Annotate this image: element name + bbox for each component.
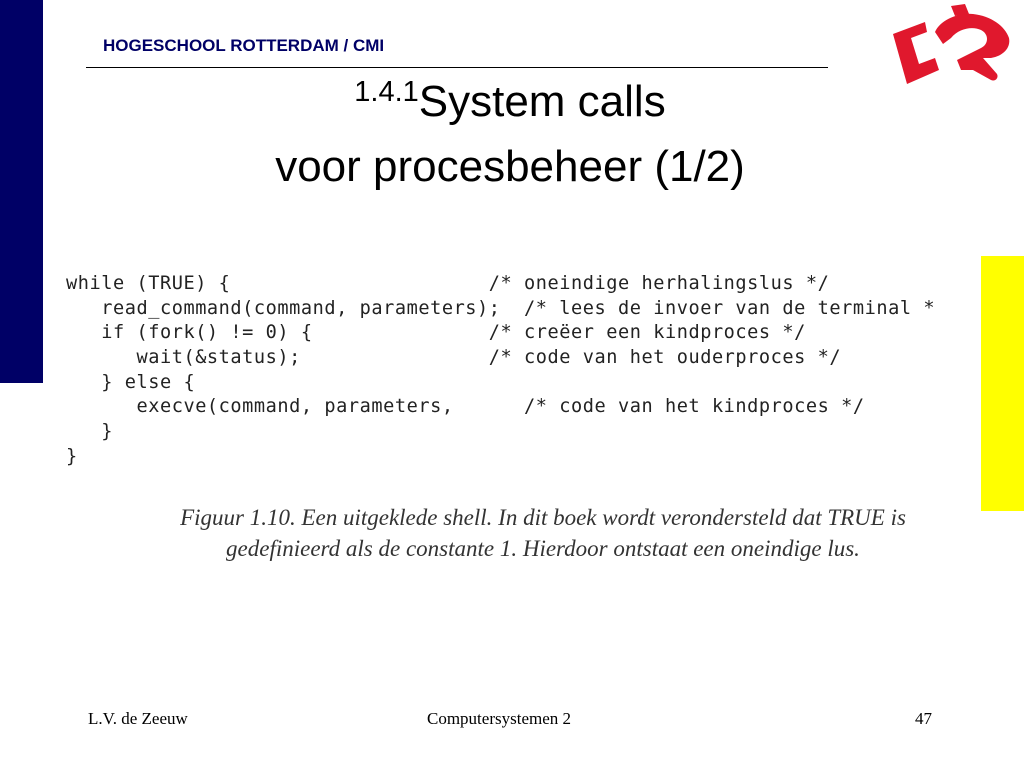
code-line: execve(command, parameters, /* code van het kindproces */: [66, 396, 865, 418]
code-line: }: [66, 445, 78, 467]
footer-course: Computersystemen 2: [427, 709, 572, 728]
code-line: wait(&status); /* code van het ouderproces */: [66, 347, 842, 369]
right-accent-bar: [981, 256, 1024, 511]
slide-title: [150, 72, 870, 197]
code-listing: [66, 272, 935, 470]
title-line-1: [150, 72, 870, 137]
caption-line-1: Figuur 1.10. Een uitgeklede shell. In dit boek wordt verondersteld dat TRUE is: [180, 505, 906, 530]
code-line: } else {: [66, 371, 196, 393]
caption-line-2: gedefinieerd als de constante 1. Hierdoor ontstaat een oneindige lus.: [226, 536, 860, 561]
left-accent-bar: [0, 0, 43, 383]
code-line: }: [66, 421, 113, 443]
hogeschool-logo-icon: [885, 4, 1017, 100]
code-line: read_command(command, parameters); /* lees de invoer van de terminal *: [66, 297, 936, 319]
title-text-1: System calls: [418, 77, 666, 126]
title-line-2: voor procesbeheer (1/2): [275, 142, 745, 191]
code-line: while (TRUE) { /* oneindige herhalingslus */: [66, 273, 830, 294]
school-header: HOGESCHOOL ROTTERDAM / CMI: [103, 36, 385, 55]
section-number: 1.4.1: [354, 76, 419, 108]
code-line: if (fork() != 0) { /* creëer een kindproces */: [66, 322, 806, 344]
figure-caption: [118, 502, 968, 564]
footer-author: L.V. de Zeeuw: [88, 709, 188, 728]
footer-page-number: 47: [915, 709, 932, 728]
header-divider: [86, 67, 828, 68]
